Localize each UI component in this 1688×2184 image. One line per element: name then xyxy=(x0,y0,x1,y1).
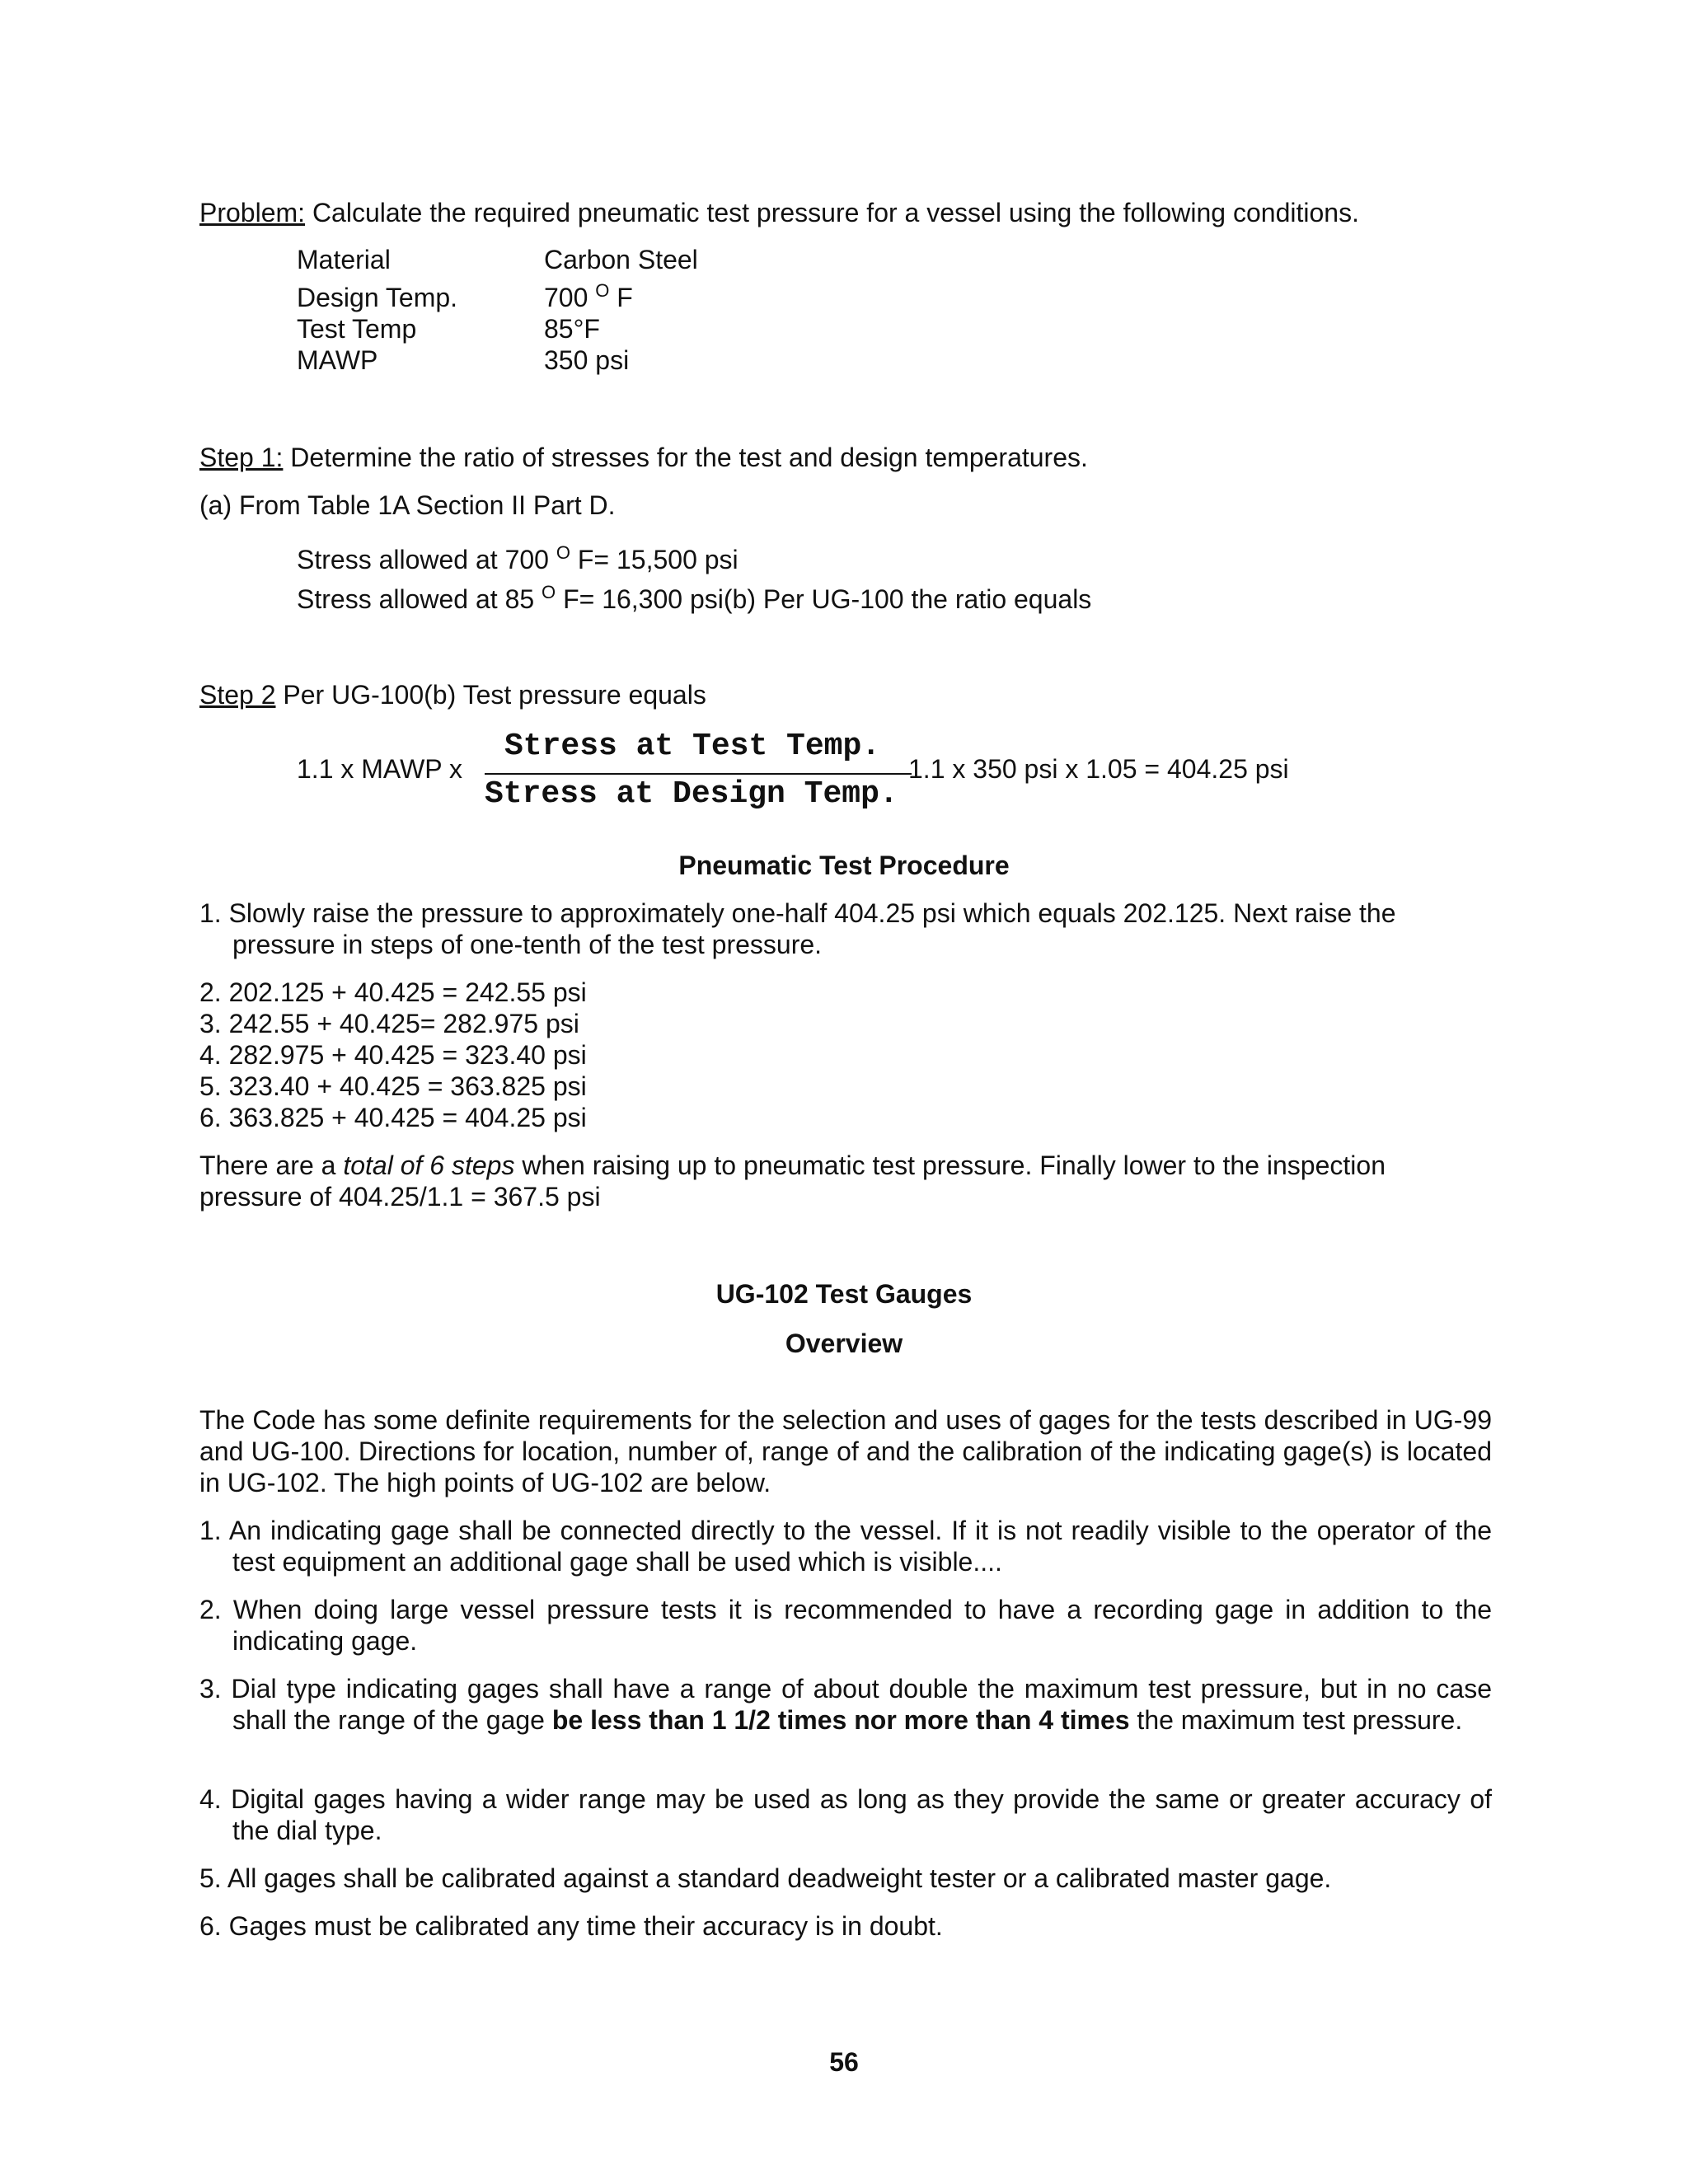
procedure-step-1-cont: pressure in steps of one-tenth of the test pressure. xyxy=(232,930,823,959)
formula-denominator: Stress at Design Temp. xyxy=(485,776,898,812)
step2-heading xyxy=(199,680,706,710)
gauges-item-6: 6. Gages must be calibrated any time their accuracy is in doubt. xyxy=(199,1911,943,1941)
condition-value: 700 $^O$ F xyxy=(544,280,633,312)
stress-line-700: Stress allowed at 700 $^O$ F= 15,500 psi xyxy=(297,542,738,574)
condition-name: Material xyxy=(297,245,391,274)
formula-lhs: 1.1 x MAWP x xyxy=(297,754,462,784)
procedure-step: 6. 363.825 + 40.425 = 404.25 psi xyxy=(199,1103,587,1132)
step1-label: Step 1: xyxy=(199,443,284,472)
stress-line-85: Stress allowed at 85 $^O$ F= 16,300 psi(b) Per UG-100 the ratio equals xyxy=(297,582,1092,614)
problem-label: Problem: xyxy=(199,198,306,227)
procedure-step-1: 1. Slowly raise the pressure to approximately one-half 404.25 psi which equals 202.125. Next raise the xyxy=(199,898,1396,928)
gauges-subheading: Overview xyxy=(785,1329,903,1358)
gauges-heading: UG-102 Test Gauges xyxy=(715,1279,973,1309)
condition-value: 85°F xyxy=(544,314,600,344)
procedure-summary: There are a total of 6 steps when raising up to pneumatic test pressure. Finally lower to the inspection xyxy=(199,1151,1386,1180)
gauges-item-4: 4. Digital gages having a wider range may be used as long as they provide the same or greater accuracy of the dial type. xyxy=(199,1784,1492,1845)
procedure-step: 3. 242.55 + 40.425= 282.975 psi xyxy=(199,1009,579,1038)
gauges-item-3: 3. Dial type indicating gages shall have a range of about double the maximum test pressure, but in no case shall the range of the gage be less than 1 1/2 times nor more than 4 times the maximum test pressure. xyxy=(199,1674,1492,1735)
procedure-step: 4. 282.975 + 40.425 = 323.40 psi xyxy=(199,1040,587,1070)
procedure-summary-cont: pressure of 404.25/1.1 = 367.5 psi xyxy=(199,1182,601,1212)
condition-name: Test Temp xyxy=(297,314,417,344)
fraction-bar xyxy=(485,773,912,775)
procedure-step: 5. 323.40 + 40.425 = 363.825 psi xyxy=(199,1071,587,1101)
formula-numerator: Stress at Test Temp. xyxy=(504,729,881,764)
step1-text: Determine the ratio of stresses for the test and design temperatures. xyxy=(283,443,1088,472)
step1-sub-a: (a) From Table 1A Section II Part D. xyxy=(199,490,616,520)
problem-statement xyxy=(199,198,1359,228)
condition-value: 350 psi xyxy=(544,345,630,375)
page-number: 56 xyxy=(829,2047,859,2077)
formula-rhs: 1.1 x 350 psi x 1.05 = 404.25 psi xyxy=(908,754,1289,784)
step1-heading xyxy=(199,443,1088,473)
condition-value: Carbon Steel xyxy=(544,245,698,274)
step2-label: Step 2 xyxy=(199,680,276,710)
gauges-item-2: 2. When doing large vessel pressure tests it is recommended to have a recording gage in addition to the indicating gage. xyxy=(199,1595,1492,1656)
gauges-intro: The Code has some definite requirements for the selection and uses of gages for the tests described in UG-99 and UG-100. Directions for location, number of, range of and the calibration of the indicating gage(s) is located in UG-102. The high points of UG-102 are below. xyxy=(199,1405,1492,1497)
condition-name: MAWP xyxy=(297,345,378,375)
procedure-heading: Pneumatic Test Procedure xyxy=(678,851,1010,880)
problem-text: Calculate the required pneumatic test pressure for a vessel using the following conditions. xyxy=(305,198,1359,227)
procedure-step: 2. 202.125 + 40.425 = 242.55 psi xyxy=(199,977,587,1007)
step2-text: Per UG-100(b) Test pressure equals xyxy=(275,680,706,710)
gauges-item-1: 1. An indicating gage shall be connected directly to the vessel. If it is not readily visible to the operator of the test equipment an additional gage shall be used which is visible.... xyxy=(199,1516,1492,1577)
gauges-item-5: 5. All gages shall be calibrated against a standard deadweight tester or a calibrated master gage. xyxy=(199,1863,1332,1893)
condition-name: Design Temp. xyxy=(297,283,458,312)
